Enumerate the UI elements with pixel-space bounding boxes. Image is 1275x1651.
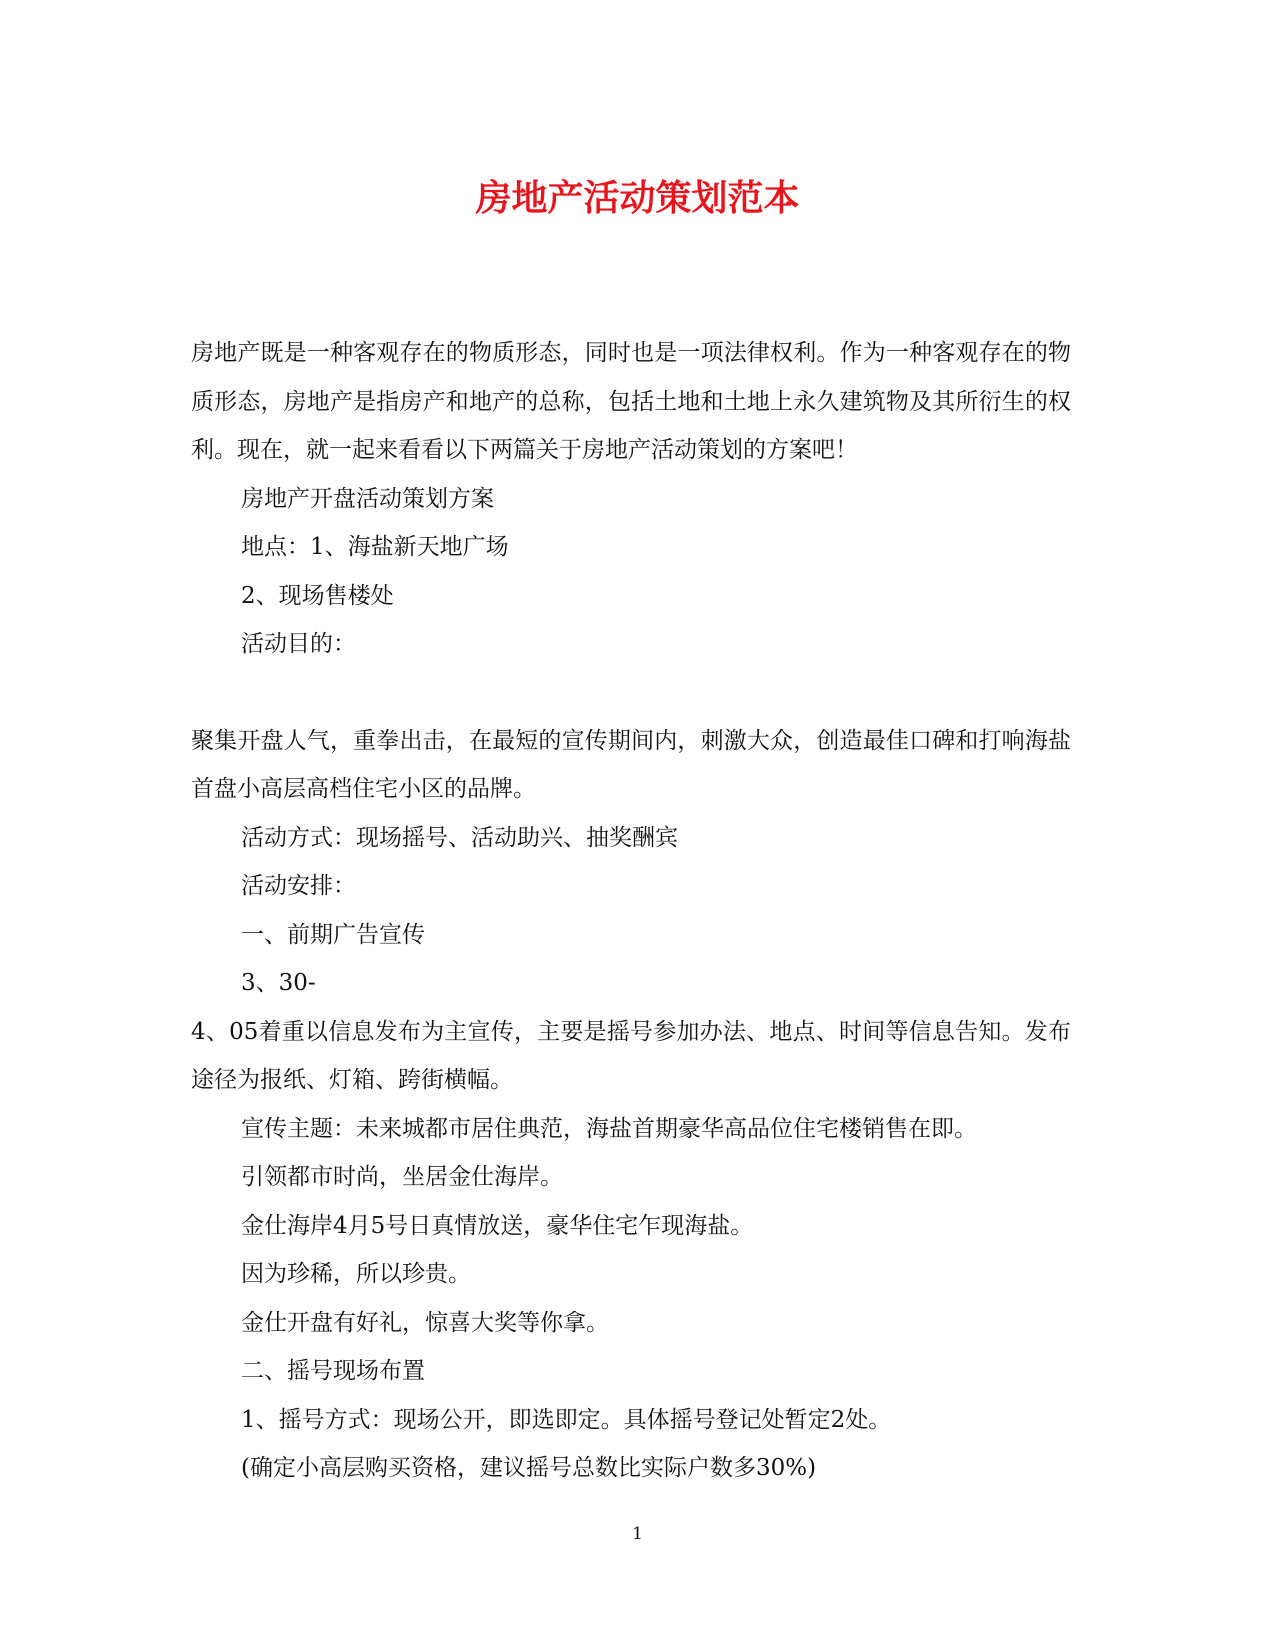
activity-method-line: 活动方式：现场摇号、活动助兴、抽奖酬宾 xyxy=(241,824,678,851)
page-number: 1 xyxy=(632,1524,643,1544)
section-heading-lottery: 二、摇号现场布置 xyxy=(241,1358,425,1384)
plan-heading: 房地产开盘活动策划方案 xyxy=(241,485,494,512)
date-line: 3、30- xyxy=(241,970,316,996)
location-line: 地点：1、海盐新天地广场 xyxy=(241,534,509,560)
location-line-2: 2、现场售楼处 xyxy=(241,582,394,609)
intro-paragraph: 房地产既是一种客观存在的物质形态，同时也是一项法律权利。作为一种客观存在的物质形态，房地产是指房产和地产的总称，包括土地和土地上永久建筑物及其所衍生的权利。现在，就一起来看看以下两篇关于房地产活动策划的方案吧！ xyxy=(191,340,1071,463)
section-heading-advertising: 一、前期广告宣传 xyxy=(241,921,425,948)
lottery-note-line: (确定小高层购买资格，建议摇号总数比实际户数多30%) xyxy=(241,1455,817,1481)
purpose-paragraph: 聚集开盘人气，重拳出击，在最短的宣传期间内，刺激大众，创造最佳口碑和打响海盐首盘小高层高档住宅小区的品牌。 xyxy=(191,727,1071,802)
slogan-line-3: 因为珍稀，所以珍贵。 xyxy=(241,1261,471,1287)
document-body xyxy=(191,329,1071,1493)
slogan-line-4: 金仕开盘有好礼，惊喜大奖等你拿。 xyxy=(241,1309,609,1336)
slogan-line-1: 引领都市时尚，坐居金仕海岸。 xyxy=(241,1164,563,1190)
purpose-heading: 活动目的： xyxy=(241,631,356,657)
slogan-line-2: 金仕海岸4月5号日真情放送，豪华住宅乍现海盐。 xyxy=(241,1212,754,1239)
document-title: 房地产活动策划范本 xyxy=(475,177,800,219)
blank-line xyxy=(191,669,1071,717)
activity-arrangement-heading: 活动安排： xyxy=(241,873,356,899)
publicity-theme-line: 宣传主题：未来城都市居住典范，海盐首期豪华高品位住宅楼销售在即。 xyxy=(241,1115,977,1142)
publicity-paragraph: 4、05着重以信息发布为主宣传，主要是摇号参加办法、地点、时间等信息告知。发布途径为报纸、灯箱、跨街横幅。 xyxy=(191,1018,1071,1093)
lottery-method-line: 1、摇号方式：现场公开，即选即定。具体摇号登记处暂定2处。 xyxy=(241,1406,892,1433)
